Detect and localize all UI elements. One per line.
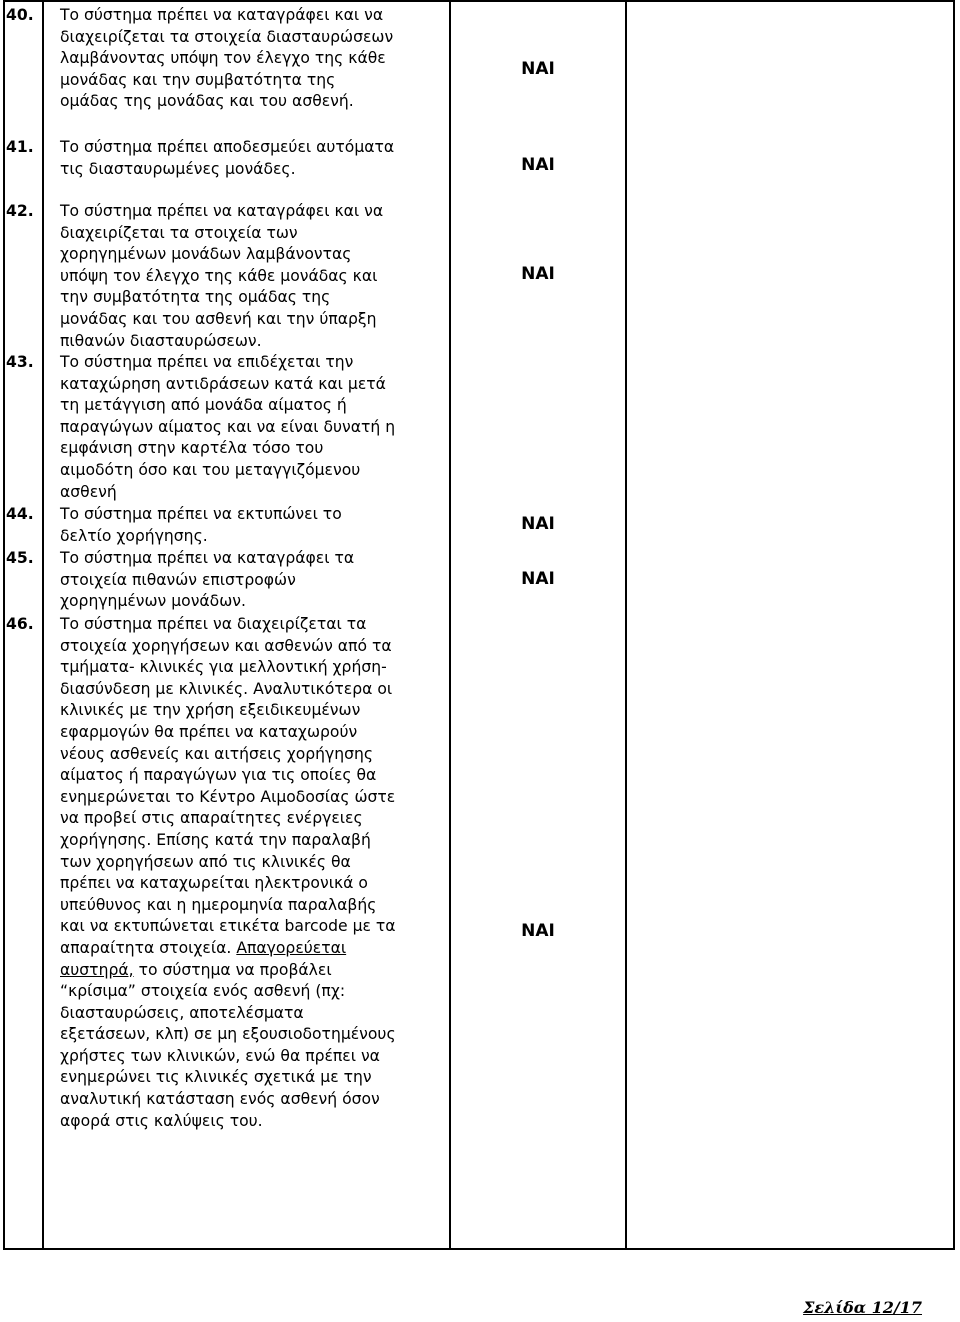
requirement-text: Το σύστημα πρέπει να καταγράφει και να διαχειρίζεται τα στοιχεία των χορηγημένων μονάδων λαμβάνοντας υπόψη τον έλεγχο της κάθε μονάδας και την συμβατότητα της ομάδας της μονάδας και του ασθενή και την ύπαρξη πιθανών διασταυρώσεων.: [60, 202, 384, 350]
requirement-number: 45.: [6, 549, 34, 567]
page-number: Σελίδα 12/17: [803, 1298, 922, 1317]
requirement-text: Το σύστημα πρέπει αποδεσμεύει αυτόματα τις διασταυρωμένες μονάδες.: [60, 138, 395, 178]
requirement-number: 46.: [6, 615, 34, 633]
requirement-text: Το σύστημα πρέπει να εκτυπώνει το δελτίο χορήγησης.: [60, 505, 342, 545]
requirement-number: 41.: [6, 138, 34, 156]
requirement-row-46: [2, 614, 449, 1132]
requirement-number: 42.: [6, 202, 34, 220]
requirement-number: 43.: [6, 353, 34, 371]
requirements-column: [6, 1, 450, 1249]
requirement-row-41: [2, 137, 449, 201]
requirement-row-45: [2, 548, 449, 614]
requirement-text-part: Το σύστημα πρέπει να διαχειρίζεται τα στοιχεία χορηγήσεων και ασθενών από τα τμήματα- κλινικές για μελλοντική χρήση- διασύνδεση με κλινικές. Αναλυτικότερα οι κλινικές με την χρήση εξειδικευμένων εφαρμογών θα πρέπει να καταχωρούν νέους ασθενείς και αιτήσεις χορήγησης αίματος ή παραγώγων για τις οποίες θα ενημερώνεται το Κέντρο Αιμοδοσίας ώστε να προβεί στις απαραίτητες ενέργειες χορήγησης. Επίσης κατά την παραλαβή των χορηγήσεων από τις κλινικές θα πρέπει να καταχωρείται ηλεκτρονικά ο υπεύθυνος και η ημερομηνία παραλαβής και να εκτυπώνεται ετικέτα barcode με τα απαραίτητα στοιχεία.: [60, 615, 396, 957]
requirement-number: 40.: [6, 6, 34, 24]
requirement-text: Το σύστημα πρέπει να επιδέχεται την καταχώρηση αντιδράσεων κατά και μετά τη μετάγγιση από μονάδα αίματος ή παραγώγων αίματος και να είναι δυνατή η εμφάνιση στην καρτέλα τόσο του αιμοδότη όσο και του μεταγγιζόμενου ασθενή: [60, 353, 396, 501]
requirement-number: 44.: [6, 505, 34, 523]
requirement-row-43: [2, 352, 449, 504]
underlined-emphasis: Απαγορεύεται αυστηρά,: [60, 938, 347, 979]
requirement-text: Το σύστημα πρέπει να καταγράφει και να διαχειρίζεται τα στοιχεία διασταυρώσεων λαμβάνοντας υπόψη τον έλεγχο της κάθε μονάδας και την συμβατότητα της ομάδας της μονάδας και του ασθενή.: [60, 6, 394, 111]
answer-44: ΝΑΙ: [521, 514, 555, 534]
requirement-row-42: [2, 201, 449, 352]
answer-42: ΝΑΙ: [521, 264, 555, 284]
requirement-row-44: [2, 504, 449, 548]
answer-46: ΝΑΙ: [521, 921, 555, 941]
requirements-table: [3, 0, 955, 1250]
requirement-row-40: [2, 5, 449, 137]
requirement-text: [60, 614, 402, 1132]
requirement-text-part: το σύστημα να προβάλει “κρίσιμα” στοιχεία ενός ασθενή (πχ: διασταυρώσεις, αποτελέσματα εξετάσεων, κλπ) σε μη εξουσιοδοτημένους χρήστες των κλινικών, ενώ θα πρέπει να ενημερώνει τις κλινικές σχετικά με την αναλυτική κατάσταση ενός ασθενή όσον αφορά στις καλύψεις του.: [60, 960, 396, 1130]
answer-41: ΝΑΙ: [521, 155, 555, 175]
answer-45: ΝΑΙ: [521, 569, 555, 589]
empty-right-column: [626, 1, 954, 1249]
compliance-column: [450, 1, 626, 1249]
answer-40: ΝΑΙ: [521, 59, 555, 79]
requirement-text: Το σύστημα πρέπει να καταγράφει τα στοιχεία πιθανών επιστροφών χορηγημένων μονάδων.: [60, 549, 355, 611]
